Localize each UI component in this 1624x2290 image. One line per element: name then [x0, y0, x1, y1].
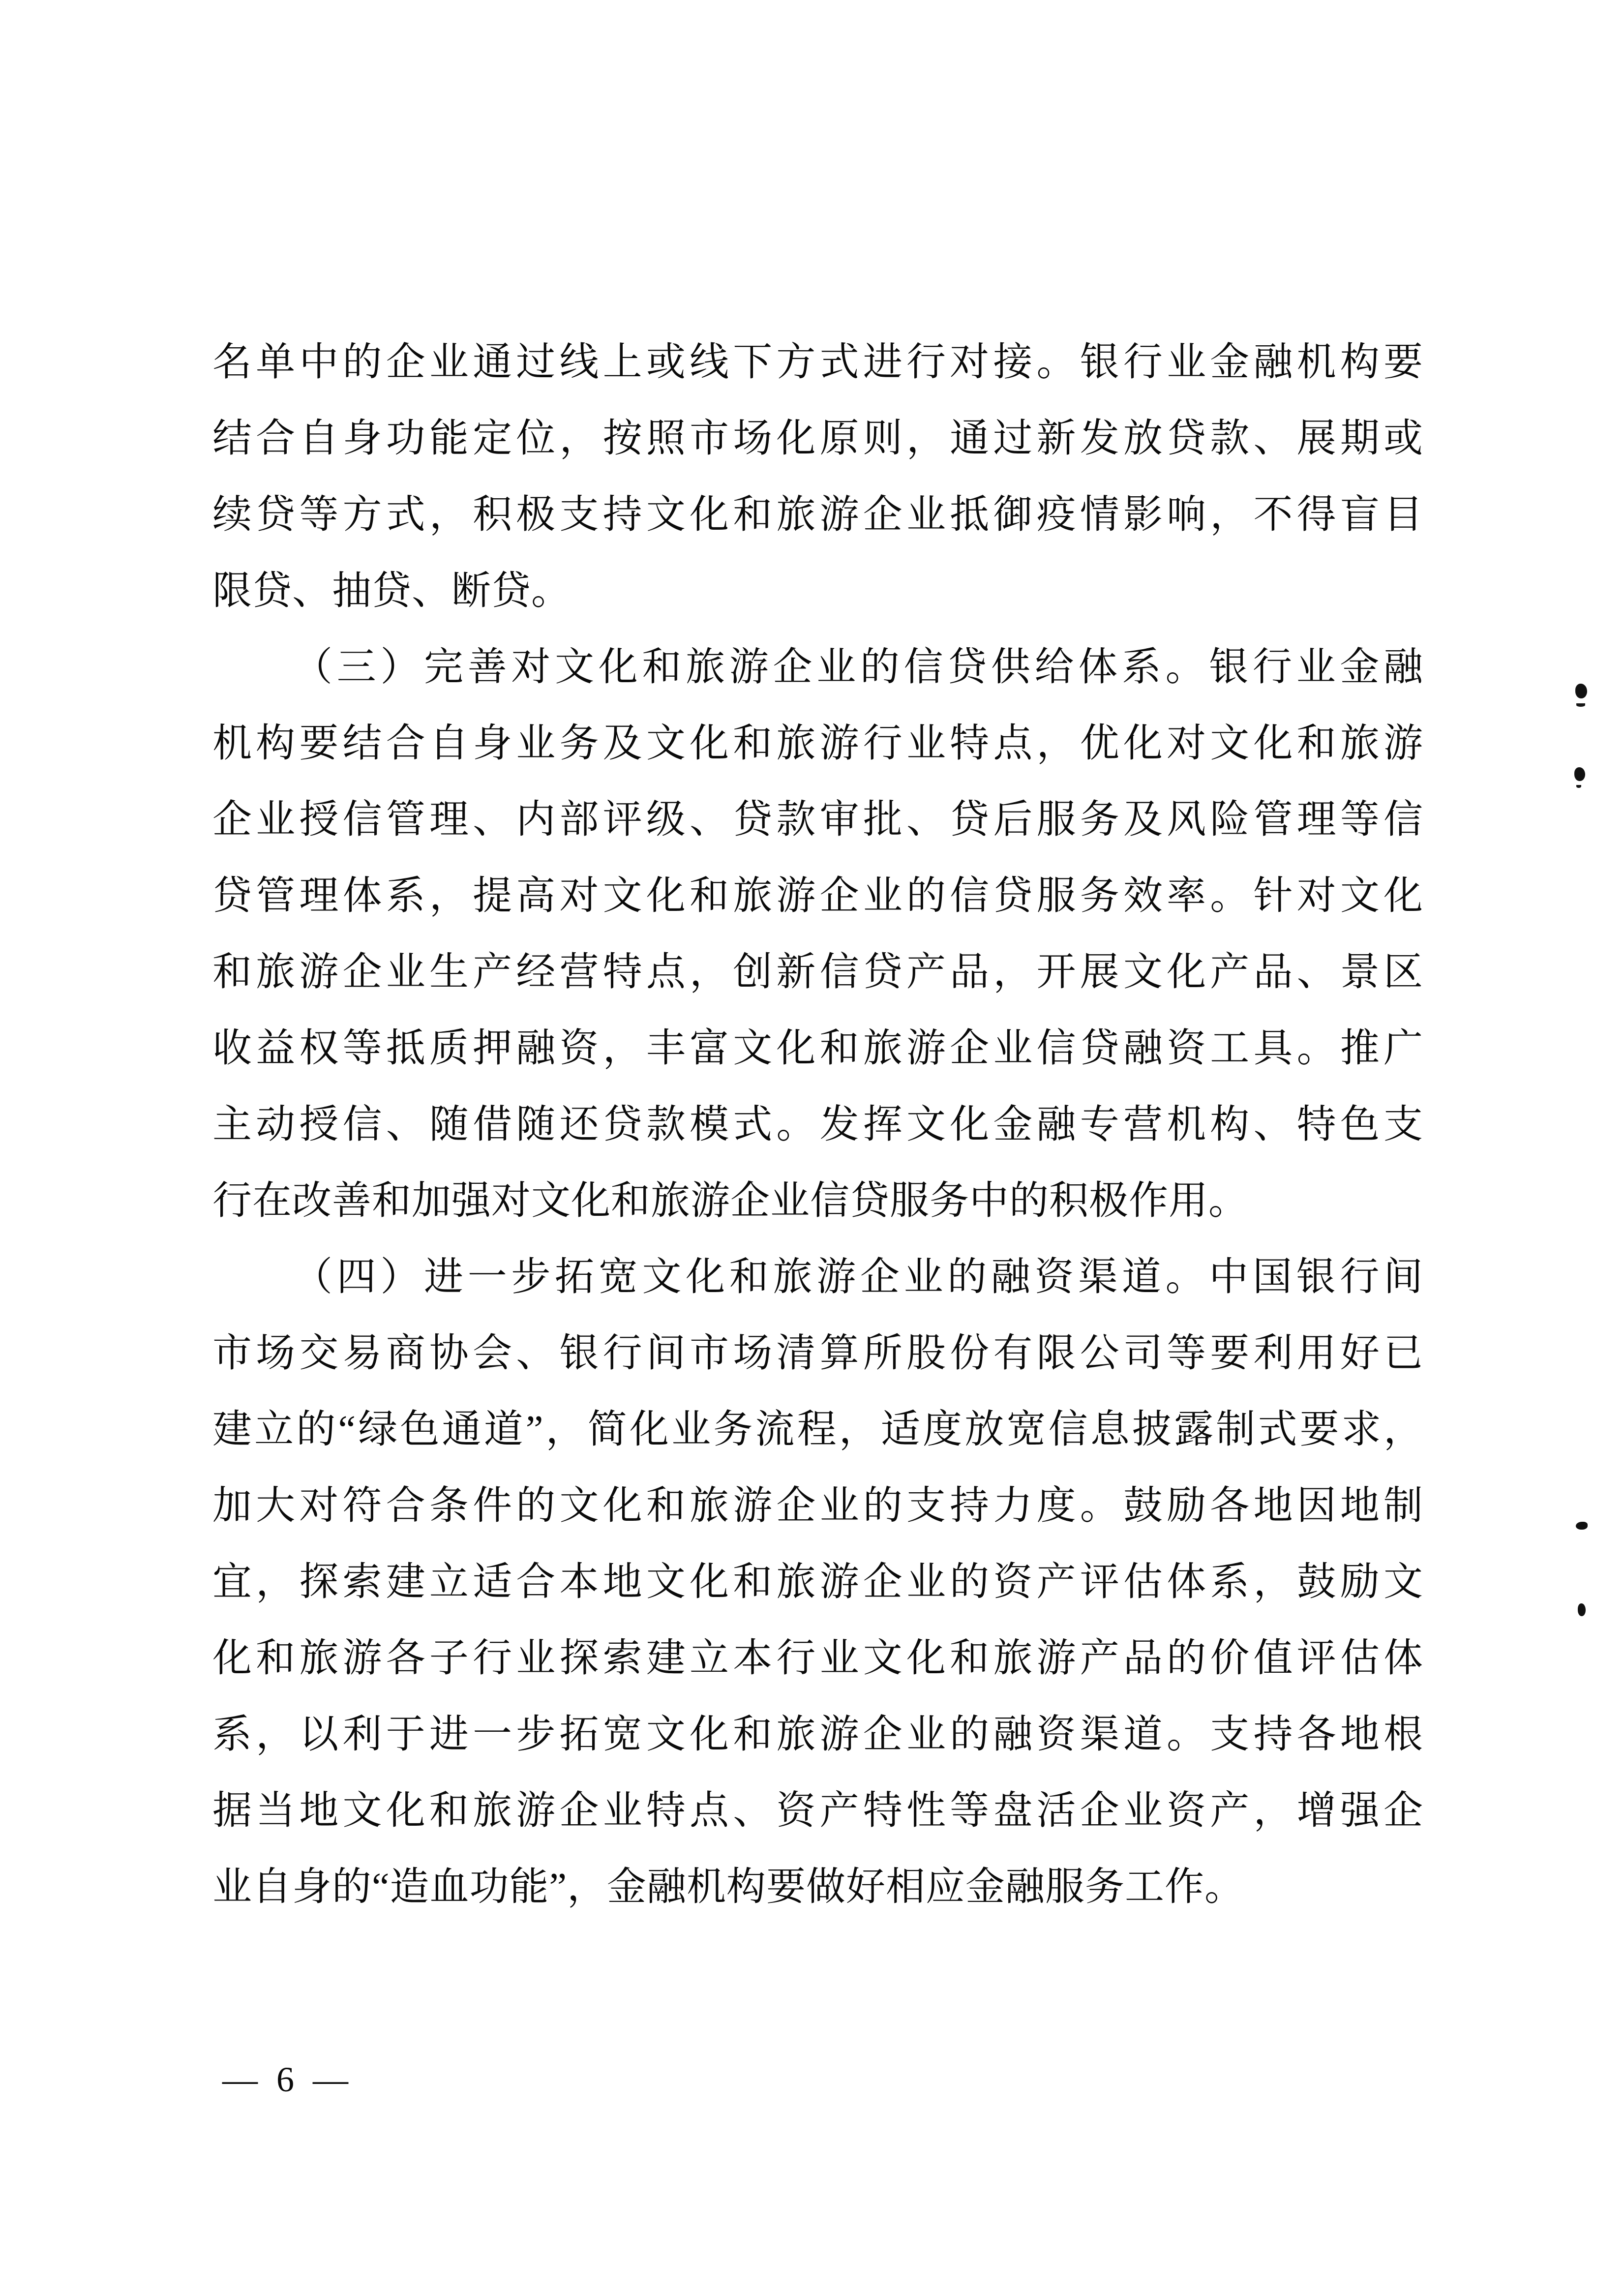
- text-line-paragraph-end: 行在改善和加强对文化和旅游企业信贷服务中的积极作用。: [212, 1179, 1248, 1223]
- text-line: 名单中的企业通过线上或线下方式进行对接。银行业金融机构要: [212, 341, 1423, 384]
- text-line: 化和旅游各子行业探索建立本行业文化和旅游产品的价值评估体: [212, 1637, 1423, 1680]
- text-line: 加大对符合条件的文化和旅游企业的支持力度。鼓励各地因地制: [212, 1484, 1423, 1528]
- text-line-paragraph-end: 业自身的“造血功能”，金融机构要做好相应金融服务工作。: [212, 1866, 1245, 1909]
- text-line: 市场交易商协会、银行间市场清算所股份有限公司等要利用好已: [212, 1332, 1423, 1375]
- page-number: — 6 —: [222, 2060, 353, 2099]
- text-line: 和旅游企业生产经营特点，创新信贷产品，开展文化产品、景区: [212, 951, 1423, 994]
- ink-speck: [1575, 684, 1587, 698]
- ink-speck: [1574, 767, 1585, 781]
- text-line: 机构要结合自身业务及文化和旅游行业特点，优化对文化和旅游: [212, 722, 1423, 765]
- text-line-paragraph-start-item-3: （三）完善对文化和旅游企业的信贷供给体系。银行业金融: [293, 646, 1423, 689]
- ink-speck: [1578, 1603, 1586, 1616]
- text-line: 企业授信管理、内部评级、贷款审批、贷后服务及风险管理等信: [212, 798, 1423, 842]
- text-line: 建立的“绿色通道”，简化业务流程，适度放宽信息披露制式要求，: [212, 1408, 1423, 1451]
- document-body: [212, 325, 1423, 1926]
- text-line: 贷管理体系，提高对文化和旅游企业的信贷服务效率。针对文化: [212, 874, 1423, 918]
- text-line: 续贷等方式，积极支持文化和旅游企业抵御疫情影响，不得盲目: [212, 493, 1423, 537]
- text-line: 系，以利于进一步拓宽文化和旅游企业的融资渠道。支持各地根: [212, 1713, 1423, 1756]
- text-line: 主动授信、随借随还贷款模式。发挥文化金融专营机构、特色支: [212, 1103, 1423, 1146]
- text-line-paragraph-start-item-4: （四）进一步拓宽文化和旅游企业的融资渠道。中国银行间: [293, 1256, 1423, 1299]
- ink-speck: [1576, 1522, 1588, 1530]
- text-line-paragraph-end: 限贷、抽贷、断贷。: [212, 570, 571, 613]
- text-line: 宜，探索建立适合本地文化和旅游企业的资产评估体系，鼓励文: [212, 1561, 1423, 1604]
- text-line: 收益权等抵质押融资，丰富文化和旅游企业信贷融资工具。推广: [212, 1027, 1423, 1070]
- text-line: 结合自身功能定位，按照市场化原则，通过新发放贷款、展期或: [212, 417, 1423, 460]
- text-line: 据当地文化和旅游企业特点、资产特性等盘活企业资产，增强企: [212, 1789, 1423, 1833]
